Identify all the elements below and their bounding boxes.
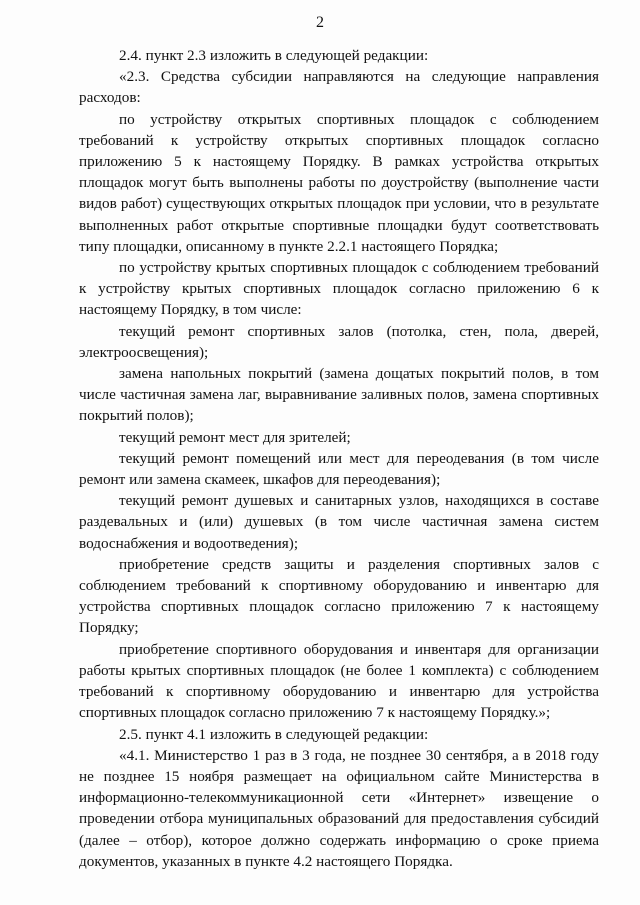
paragraph: текущий ремонт спортивных залов (потолка, стен, пола, дверей, электроосвещения); xyxy=(79,322,599,361)
paragraph: по устройству открытых спортивных площадок с соблюдением требований к устройству открытых спортивных площадок согласно приложению 5 к настоящему Порядку. В рамках устройства открытых площадок могут быть выполнены работы по доустройству (выполнение части видов работ) существующих открытых площадок при условии, что в результате выполненных работ открытые спортивные площадки будут соответствовать типу площадки, описанному в пункте 2.2.1 настоящего Порядка; xyxy=(79,110,599,255)
paragraph: текущий ремонт помещений или мест для переодевания (в том числе ремонт или замена скамеек, шкафов для переодевания); xyxy=(79,449,599,489)
paragraph: «2.3. Средства субсидии направляются на следующие направления расходов: xyxy=(79,68,599,107)
paragraph: приобретение средств защиты и разделения спортивных залов с соблюдением требований к спортивному оборудованию и инвентарю для устройства спортивных площадок согласно приложению 7 к настоящему Порядку; xyxy=(79,555,599,637)
paragraph: замена напольных покрытий (замена дощатых покрытий полов, в том числе частичная замена лаг, выравнивание заливных полов, замена спортивных покрытий полов); xyxy=(79,365,599,425)
paragraph: 2.4. пункт 2.3 изложить в следующей редакции: xyxy=(119,47,429,64)
paragraph: текущий ремонт душевых и санитарных узлов, находящихся в составе раздевальных и (или) душевых (в том числе частичная замена систем водоснабжения и водоотведения); xyxy=(79,492,599,552)
paragraph: 2.5. пункт 4.1 изложить в следующей редакции: xyxy=(119,725,429,743)
document-body xyxy=(79,45,599,872)
page-number: 2 xyxy=(316,14,324,31)
paragraph: текущий ремонт мест для зрителей; xyxy=(119,428,351,446)
paragraph: «4.1. Министерство 1 раз в 3 года, не позднее 30 сентября, а в 2018 году не позднее 15 ноября размещает на официальном сайте Министерства в информационно-телекоммуникационной сети «Интернет» извещение о проведении отбора муниципальных образований для предоставления субсидий (далее – отбор), которое должно содержать информацию о сроке приема документов, указанных в пункте 4.2 настоящего Порядка. xyxy=(79,746,599,870)
paragraph: по устройству крытых спортивных площадок с соблюдением требований к устройству крытых спортивных площадок согласно приложению 6 к настоящему Порядку, в том числе: xyxy=(79,259,599,319)
paragraph: приобретение спортивного оборудования и инвентаря для организации работы крытых спортивных площадок (не более 1 комплекта) с соблюдением требований к спортивному оборудованию и инвентарю для устройства спортивных площадок согласно приложению 7 к настоящему Порядку.»; xyxy=(79,640,599,722)
